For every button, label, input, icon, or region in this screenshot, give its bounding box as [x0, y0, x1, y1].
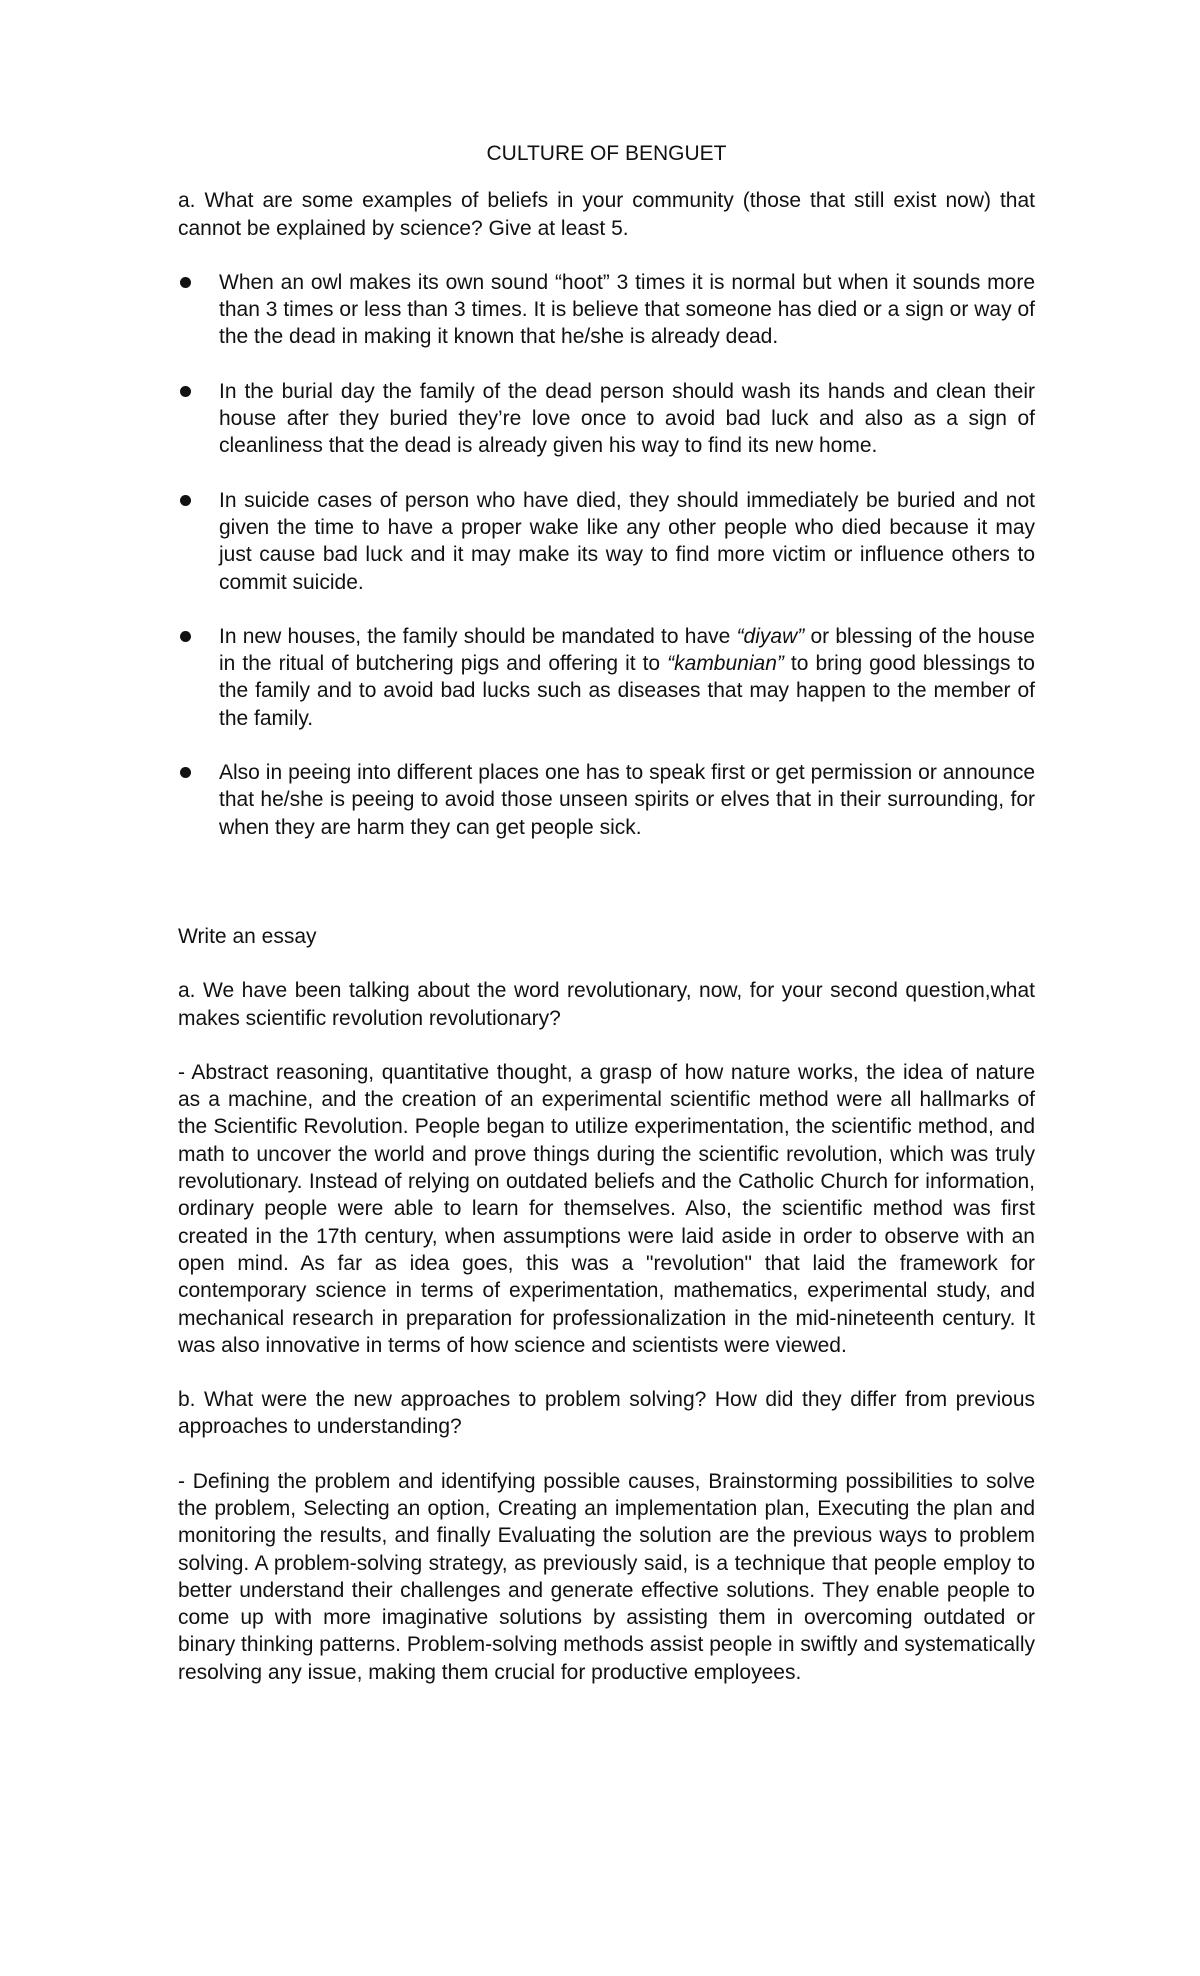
- essay-question-b: b. What were the new approaches to problem solving? How did they differ from previous approaches to understanding?: [178, 1388, 1035, 1439]
- belief-text: In the burial day the family of the dead person should wash its hands and clean their house after they buried they’re love once to avoid bad luck and also as a sign of cleanliness that the dead is already given his way to find its new home.: [219, 379, 1035, 458]
- bullet-icon: [180, 386, 191, 397]
- beliefs-list: [178, 269, 1035, 841]
- bullet-icon: [180, 277, 191, 288]
- essay-question-a: a. We have been talking about the word revolutionary, now, for your second question,what makes scientific revolution revolutionary?: [178, 979, 1035, 1030]
- belief-text: When an owl makes its own sound “hoot” 3 times it is normal but when it sounds more than 3 times or less than 3 times. It is believe that someone has died or a sign or way of the the dead in making it known that he/she is already dead.: [219, 270, 1035, 349]
- belief-term-diyaw: “diyaw”: [736, 624, 805, 648]
- belief-text-part: In new houses, the family should be mandated to have: [219, 624, 737, 648]
- document-page: [178, 140, 1035, 1686]
- belief-text-part: or blessing of the house in the ritual of butchering pigs and offering it to: [219, 624, 1035, 676]
- bullet-icon: [180, 495, 191, 506]
- bullet-icon: [180, 767, 191, 778]
- essay-heading: Write an essay: [178, 924, 317, 948]
- essay-answer-b: - Defining the problem and identifying possible causes, Brainstorming possibilities to solve the problem, Selecting an option, Creating an implementation plan, Executing the plan and monitoring the results, and finally Evaluating the solution are the previous ways to problem solving. A problem-solving strategy, as previously said, is a technique that people employ to better understand their challenges and generate effective solutions. They enable people to come up with more imaginative solutions by assisting them in overcoming outdated or binary thinking patterns. Problem-solving methods assist people in swiftly and systematically resolving any issue, making them crucial for productive employees.: [178, 1469, 1035, 1684]
- document-title: CULTURE OF BENGUET: [486, 142, 727, 165]
- belief-text: Also in peeing into different places one has to speak first or get permission or announce that he/she is peeing to avoid those unseen spirits or elves that in their surrounding, for when they are harm they can get people sick.: [219, 761, 1035, 839]
- list-item: [178, 759, 1035, 841]
- list-item: [178, 269, 1035, 351]
- belief-text-part: to bring good blessings to the family and to avoid bad lucks such as diseases that may happen to the member of the family.: [219, 652, 1035, 730]
- list-item: [178, 378, 1035, 460]
- belief-term-kambunian: “kambunian”: [667, 652, 784, 676]
- list-item: [178, 623, 1035, 732]
- belief-text: In suicide cases of person who have died, they should immediately be buried and not given the time to have a proper wake like any other people who died because it may just cause bad luck and it may make its way to find more victim or influence others to commit suicide.: [219, 488, 1035, 594]
- list-item: [178, 487, 1035, 596]
- bullet-icon: [180, 631, 191, 642]
- question-a: a. What are some examples of beliefs in your community (those that still exist now) that cannot be explained by science? Give at least 5.: [178, 189, 1035, 240]
- essay-answer-a: - Abstract reasoning, quantitative thought, a grasp of how nature works, the idea of nature as a machine, and the creation of an experimental scientific method were all hallmarks of the Scientific Revolution. People began to utilize experimentation, the scientific method, and math to uncover the world and prove things during the scientific revolution, which was truly revolutionary. Instead of relying on outdated beliefs and the Catholic Church for information, ordinary people were able to learn for themselves. Also, the scientific method was first created in the 17th century, when assumptions were laid aside in order to observe with an open mind. As far as idea goes, this was a "revolution" that laid the framework for contemporary science in terms of experimentation, mathematics, experimental study, and mechanical research in preparation for professionalization in the mid-nineteenth century. It was also innovative in terms of how science and scientists were viewed.: [178, 1060, 1035, 1357]
